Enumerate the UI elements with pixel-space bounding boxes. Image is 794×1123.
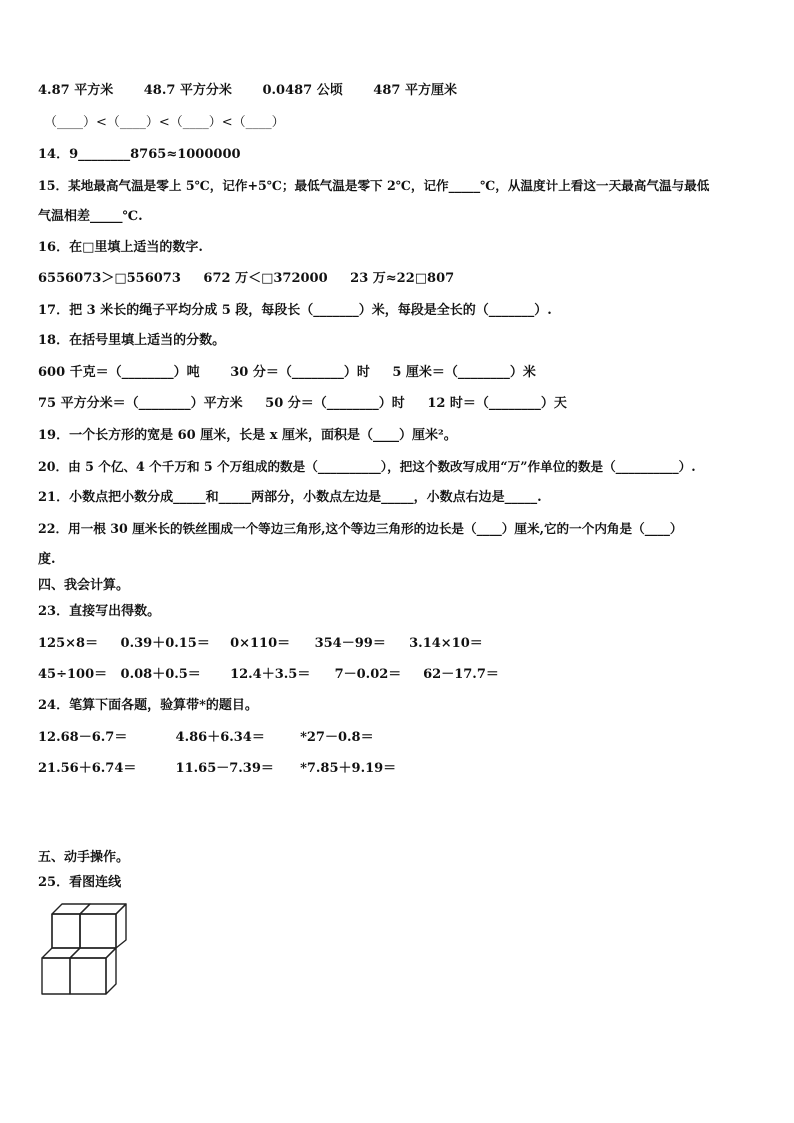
- calc-item: 4.86＋6.34＝: [175, 730, 265, 745]
- q16-item: 6556073＞□556073: [38, 271, 181, 286]
- calc-item: 12.68－6.7＝: [38, 730, 128, 745]
- q18-item: 50 分＝（________）时: [265, 396, 405, 411]
- order-blanks: （____）<（____）<（____）<（____）: [44, 115, 285, 130]
- calc-item: 21.56＋6.74＝: [38, 761, 137, 776]
- q18-item: 5 厘米＝（________）米: [392, 365, 536, 380]
- calc-item: 3.14×10＝: [409, 636, 483, 651]
- section-4-heading: 四、我会计算。: [38, 578, 130, 593]
- section-5-heading: 五、动手操作。: [38, 850, 130, 865]
- question-23: 23．直接写出得数。: [38, 604, 161, 619]
- calc-item: *7.85＋9.19＝: [300, 761, 397, 776]
- calc-item: 62－17.7＝: [423, 667, 499, 682]
- q18-item: 30 分＝（________）时: [230, 365, 370, 380]
- question-21: 21．小数点把小数分成_____和_____两部分，小数点左边是_____，小数点右边是_____.: [38, 490, 542, 505]
- cube-stack-figure: [40, 900, 136, 1000]
- question-15-line1: 15．某地最高气温是零上 5℃，记作+5℃；最低气温是零下 2℃，记作_____℃，从温度计上看这一天最高气温与最低: [38, 178, 710, 193]
- calc-item: 0.08＋0.5＝: [120, 667, 201, 682]
- question-19: 19．一个长方形的宽是 60 厘米，长是 x 厘米，面积是（____）厘米²。: [38, 428, 457, 443]
- q18-item: 12 时＝（________）天: [427, 396, 567, 411]
- q18-item: 75 平方分米＝（________）平方米: [38, 396, 243, 411]
- question-24-row2: [38, 760, 396, 778]
- question-24: 24．笔算下面各题，验算带*的题目。: [38, 698, 258, 713]
- calc-item: 0.39＋0.15＝: [120, 636, 210, 651]
- calc-item: 12.4＋3.5＝: [230, 667, 311, 682]
- q16-item: 672 万＜□372000: [203, 271, 328, 286]
- area-item: 48.7 平方分米: [143, 83, 232, 98]
- calc-item: 354－99＝: [314, 636, 386, 651]
- question-22-line1: 22．用一根 30 厘米长的铁丝围成一个等边三角形,这个等边三角形的边长是（____）厘米,它的一个内角是（____）: [38, 521, 683, 536]
- question-18-row1: [38, 364, 536, 382]
- question-18: 18．在括号里填上适当的分数。: [38, 333, 226, 348]
- q16-item: 23 万≈22□807: [350, 271, 455, 286]
- calc-item: 45÷100＝: [38, 667, 108, 682]
- question-23-row2: [38, 666, 499, 684]
- area-items-row: [38, 82, 483, 100]
- calc-item: 7－0.02＝: [334, 667, 402, 682]
- question-24-row1: [38, 729, 374, 747]
- question-14: 14．9________8765≈1000000: [38, 147, 241, 162]
- area-item: 487 平方厘米: [373, 83, 457, 98]
- question-16-items: [38, 270, 454, 288]
- area-item: 0.0487 公顷: [262, 83, 343, 98]
- question-20: 20．由 5 个亿、4 个千万和 5 个万组成的数是（__________），把这个数改写成用“万”作单位的数是（__________）.: [38, 459, 696, 474]
- question-17: 17．把 3 米长的绳子平均分成 5 段，每段长（_______）米，每段是全长的（_______）.: [38, 303, 552, 318]
- q18-item: 600 千克＝（________）吨: [38, 365, 200, 380]
- question-25: 25．看图连线: [38, 875, 122, 890]
- calc-item: 11.65－7.39＝: [175, 761, 274, 776]
- area-item: 4.87 平方米: [38, 83, 114, 98]
- question-18-row2: [38, 395, 567, 413]
- question-15-line2: 气温相差_____℃.: [38, 209, 143, 224]
- question-22-line2: 度.: [38, 552, 56, 567]
- calc-item: *27－0.8＝: [300, 730, 374, 745]
- calc-item: 125×8＝: [38, 636, 99, 651]
- calc-item: 0×110＝: [230, 636, 291, 651]
- question-23-row1: [38, 635, 483, 653]
- question-16: 16．在□里填上适当的数字.: [38, 240, 203, 255]
